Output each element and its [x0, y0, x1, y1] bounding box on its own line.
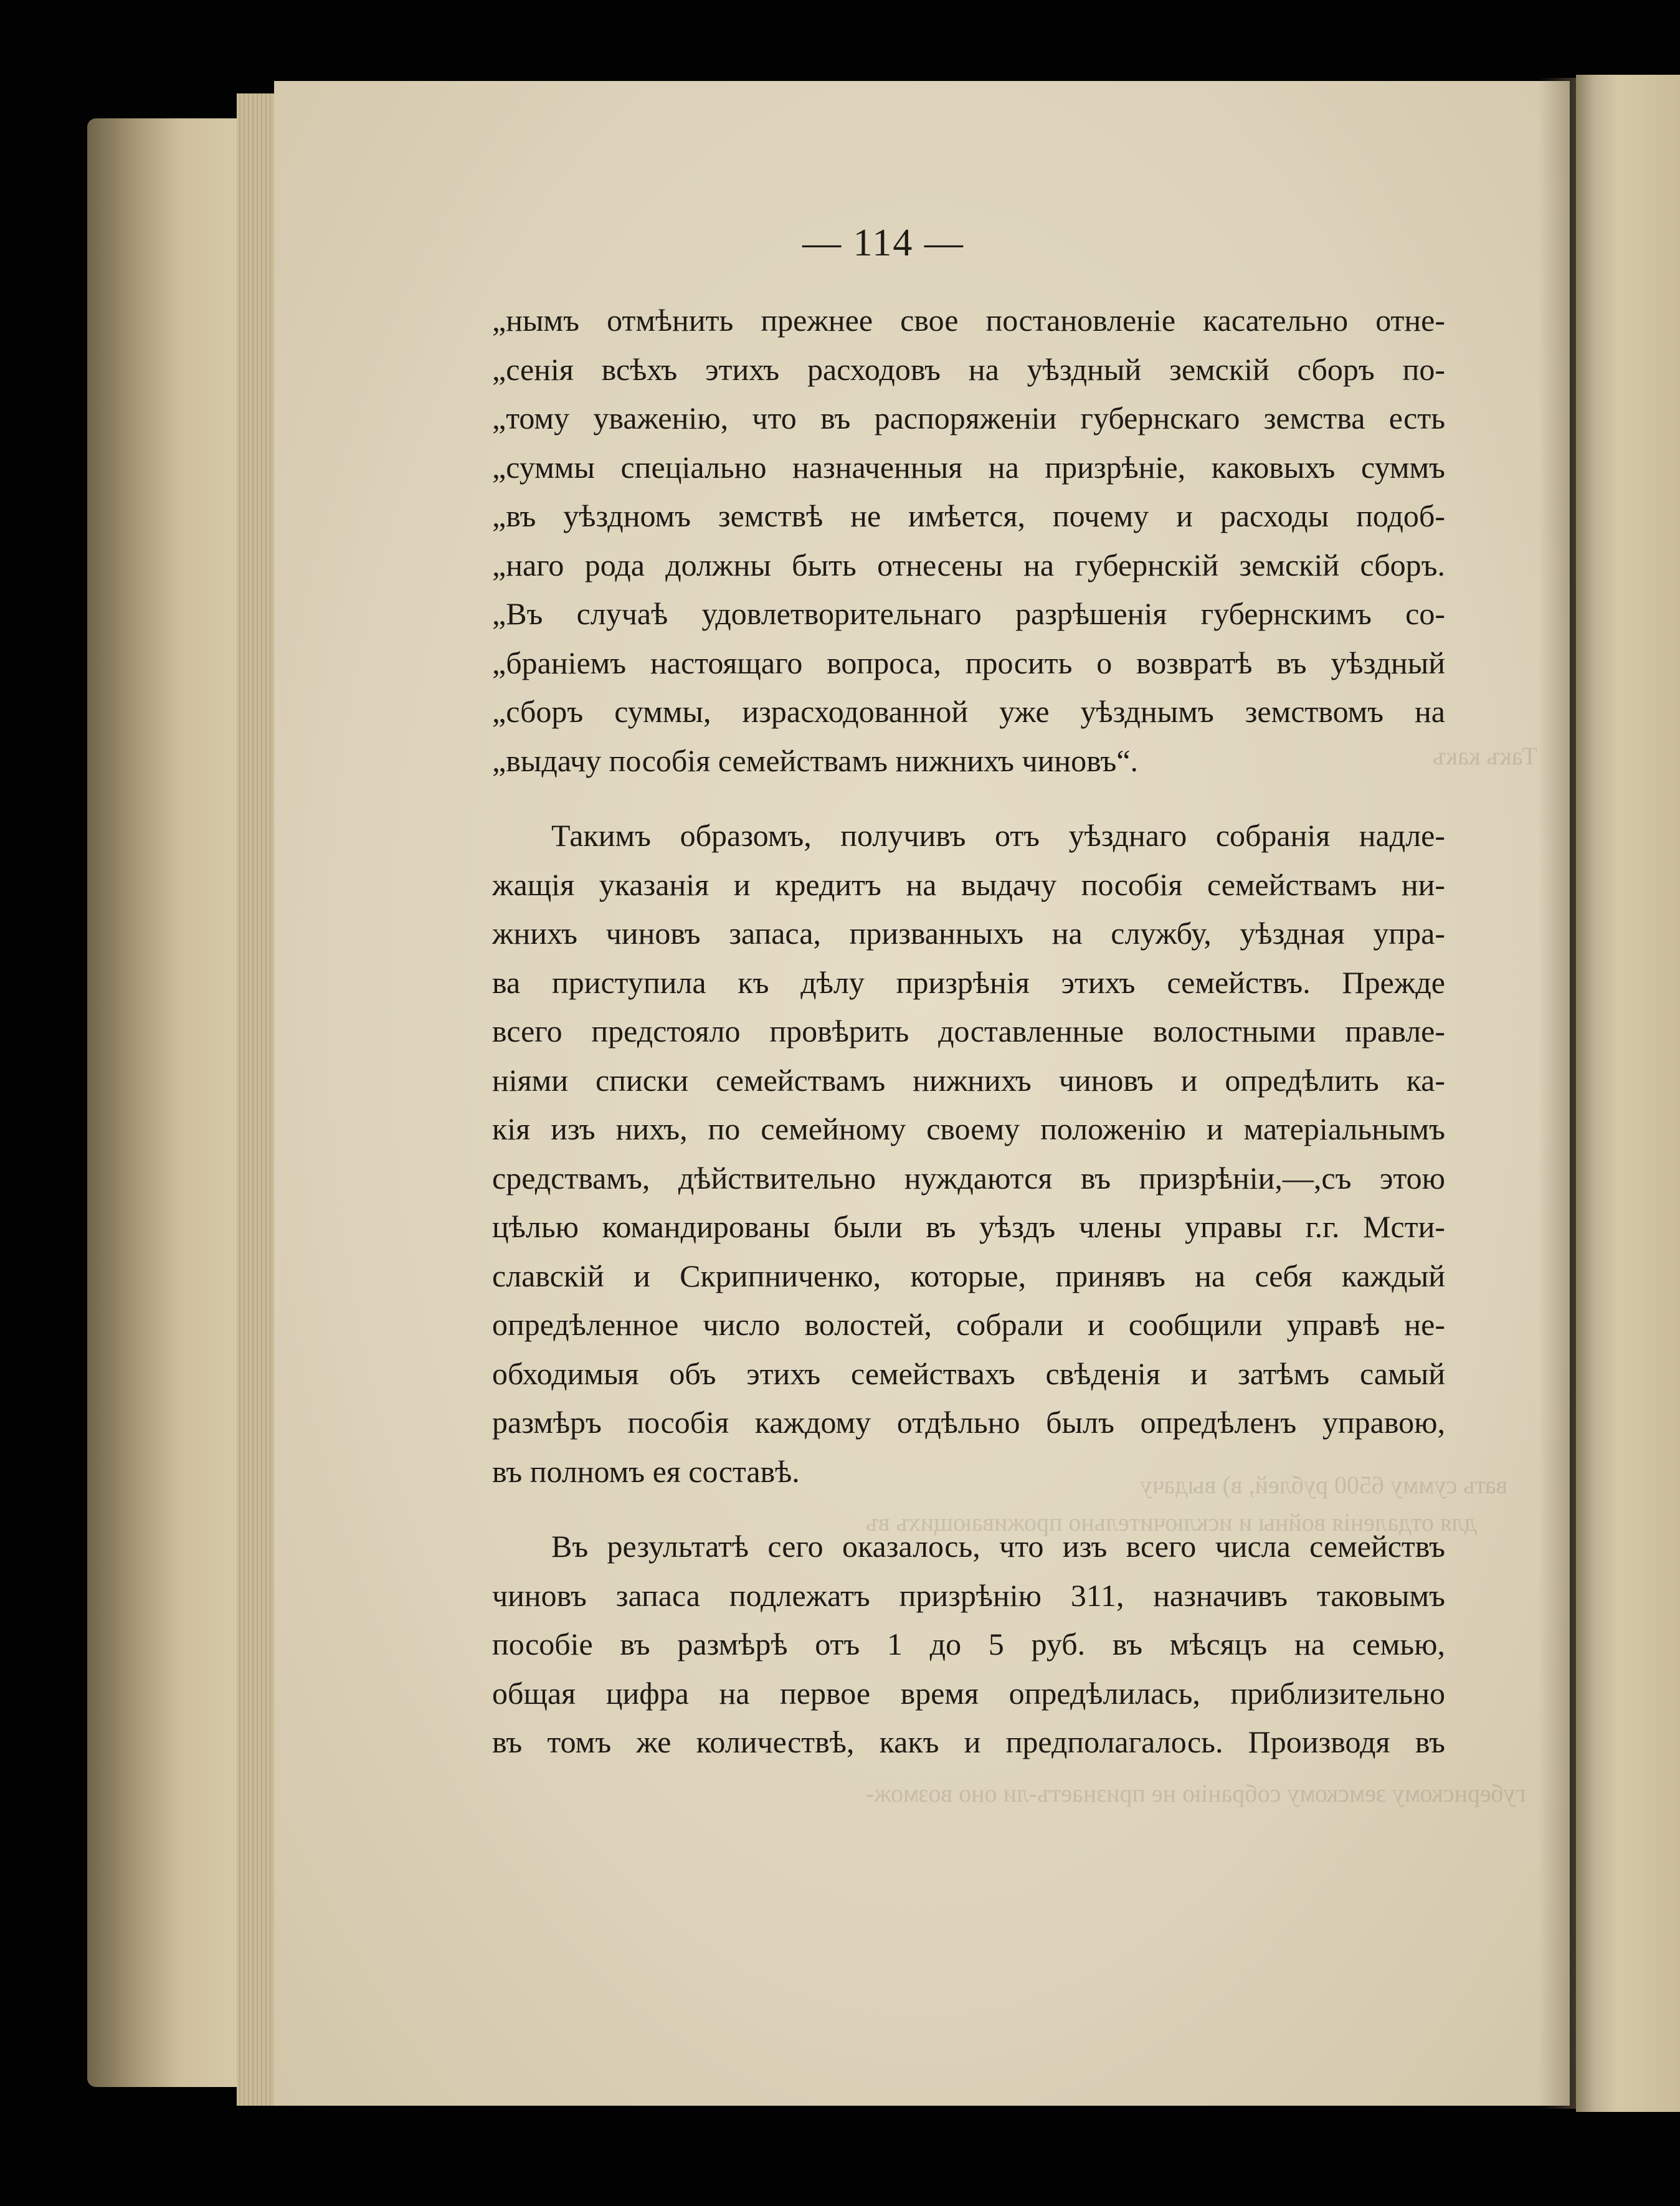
page-number: — 114 —: [802, 222, 964, 264]
text-line: „сборъ суммы, израсходованной уже уѣзднымъ земствомъ на: [492, 694, 1445, 729]
text-line: „въ уѣздномъ земствѣ не имѣется, почему и расходы подоб-: [492, 498, 1445, 533]
paragraph-gap: [492, 1496, 1445, 1522]
facing-page-edge: [1576, 75, 1680, 2112]
text-line: кія изъ нихъ, по семейному своему положенію и матеріальнымъ: [492, 1111, 1445, 1146]
text-line: жащія указанія и кредитъ на выдачу пособія семействамъ ни-: [492, 867, 1445, 902]
text-line: „суммы спеціально назначенныя на призрѣніе, каковыхъ суммъ: [492, 449, 1445, 485]
left-book-edge: [87, 118, 255, 2087]
text-line: „выдачу пособія семействамъ нижнихъ чиновъ“.: [492, 743, 1139, 778]
text-line: Въ результатѣ сего оказалось, что изъ всего числа семействъ: [551, 1529, 1445, 1564]
show-through-text: вать сумму 6500 рублей, в) выдачу: [1140, 1471, 1508, 1499]
paragraph-gap: [492, 785, 1445, 811]
text-line: Такимъ образомъ, получивъ отъ уѣзднаго собранія надле-: [551, 818, 1445, 853]
text-line: чиновъ запаса подлежатъ призрѣнію 311, назначивъ таковымъ: [492, 1577, 1445, 1613]
text-line: ва приступила къ дѣлу призрѣнія этихъ семействъ. Прежде: [492, 964, 1445, 1000]
text-line: „браніемъ настоящаго вопроса, просить о возвратѣ въ уѣздный: [492, 645, 1445, 680]
text-line: въ томъ же количествѣ, какъ и предполагалось. Производя въ: [492, 1724, 1445, 1759]
text-line: пособіе въ размѣрѣ отъ 1 до 5 руб. въ мѣсяцъ на семью,: [492, 1627, 1445, 1662]
text-line: „сенія всѣхъ этихъ расходовъ на уѣздный земскій сборъ по-: [492, 351, 1445, 387]
text-line: обходимыя объ этихъ семействахъ свѣденія и затѣмъ самый: [492, 1356, 1445, 1391]
text-line: ніями списки семействамъ нижнихъ чиновъ и опредѣлить ка-: [492, 1062, 1445, 1098]
text-line: размѣръ пособія каждому отдѣльно былъ опредѣленъ управою,: [492, 1405, 1445, 1440]
text-line: „наго рода должны быть отнесены на губернскій земскій сборъ.: [492, 547, 1445, 582]
text-line: славскій и Скрипниченко, которые, принявъ на себя каждый: [492, 1258, 1445, 1293]
show-through-text: Такъ какъ: [1433, 742, 1538, 770]
text-line: опредѣленное число волостей, собрали и сообщили управѣ не-: [492, 1307, 1445, 1342]
text-line: цѣлью командированы были въ уѣздъ члены управы г.г. Мсти-: [492, 1209, 1445, 1244]
paragraph: [492, 811, 1445, 1496]
text-line: „тому уваженію, что въ распоряженіи губернскаго земства есть: [492, 401, 1445, 435]
paragraph: [492, 1522, 1445, 1767]
text-line: средствамъ, дѣйствительно нуждаются въ призрѣніи,—,съ этою: [492, 1160, 1445, 1196]
text-line: всего предстояло провѣрить доставленные волостными правле-: [492, 1014, 1445, 1048]
text-line: „Въ случаѣ удовлетворительнаго разрѣшенія губернскимъ со-: [492, 596, 1445, 631]
page-body-text: [492, 296, 1445, 1767]
show-through-text: для отдаленія войны и исключительно проживающихъ въ: [866, 1508, 1477, 1536]
paragraph: [492, 296, 1445, 785]
text-line: жнихъ чиновъ запаса, призванныхъ на службу, уѣздная упра-: [492, 916, 1445, 951]
text-line: общая цифра на первое время опредѣлилась, приблизительно: [492, 1675, 1445, 1711]
show-through-text: губернскому земскому собранію не признаетъ-ли оно возмож-: [866, 1779, 1526, 1807]
text-line: въ полномъ ея составѣ.: [492, 1453, 800, 1489]
text-line: „нымъ отмѣнить прежнее свое постановленіе касательно отне-: [492, 303, 1445, 338]
